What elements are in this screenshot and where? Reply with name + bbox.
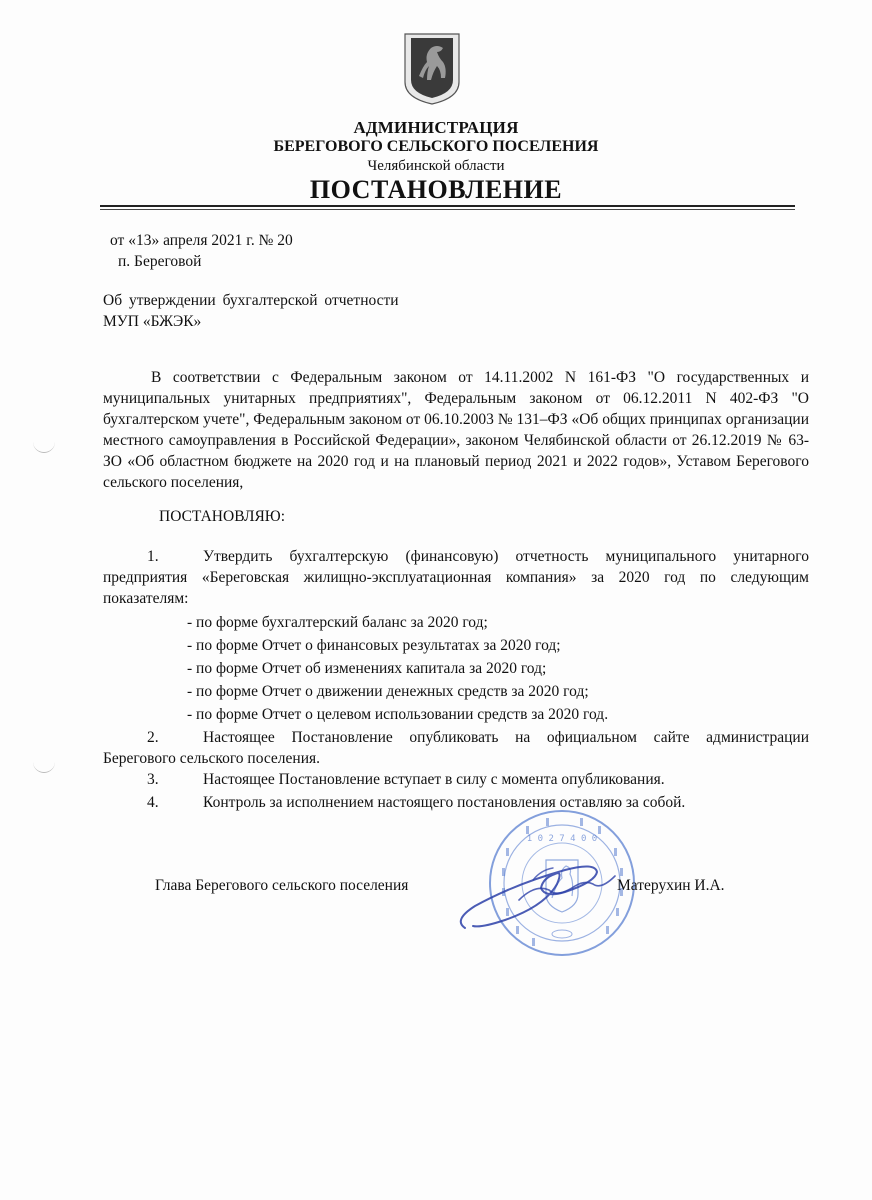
document-type-title: ПОСТАНОВЛЕНИЕ (309, 175, 563, 204)
subitem-2: - по форме Отчет о финансовых результатах за 2020 год; (187, 637, 561, 654)
stamp-ogrn-text: 1 0 2 7 4 0 0 (526, 834, 598, 844)
header-divider (100, 205, 795, 207)
subitem-4: - по форме Отчет о движении денежных средств за 2020 год; (187, 683, 589, 700)
date-number-line: от «13» апреля 2021 г. № 20 (110, 232, 293, 249)
item-text: Контроль за исполнением настоящего постановления оставляю за собой. (203, 794, 686, 811)
handwritten-signature (445, 840, 625, 940)
list-item-4 (103, 792, 809, 813)
item-number: 3. (147, 771, 159, 788)
item-number: 2. (147, 729, 159, 746)
preamble-text: В соответствии с Федеральным законом от 14.11.2002 N 161-ФЗ "О государственных и муниципальных унитарных предприятиях", Федеральным законом от 06.12.2011 N 402-ФЗ "О бухгалтерском учете", Федеральным законом от 06.10.2003 № 131–ФЗ «Об общих принципах организации местного самоуправления в Российской Федерации», законом Челябинской области от 26.12.2019 № 63-ЗО «Об областном бюджете на 2020 год и на плановый период 2021 и 2022 годов», Уставом Берегового сельского поселения, (103, 369, 809, 491)
item-text: Утвердить бухгалтерскую (финансовую) отчетность муниципального унитарного предприятия «Береговская жилищно-эксплуатационная компания» за 2020 год по следующим показателям: (103, 548, 809, 607)
item-text: Настоящее Постановление опубликовать на официальном сайте администрации Берегового сельского поселения. (103, 729, 809, 767)
resolve-heading: ПОСТАНОВЛЯЮ: (159, 508, 286, 525)
subject-line1: Об утверждении бухгалтерской отчетности (103, 292, 399, 309)
region-line: Челябинской области (367, 158, 505, 174)
signature-name: Матерухин И.А. (617, 877, 725, 894)
punch-hole-mark (33, 440, 55, 453)
subitem-1: - по форме бухгалтерский баланс за 2020 год; (187, 614, 488, 631)
list-item-2 (103, 727, 809, 769)
item-number: 1. (147, 548, 159, 565)
subitem-5: - по форме Отчет о целевом использовании средств за 2020 год. (187, 706, 609, 723)
subject-line2: МУП «БЖЭК» (103, 313, 202, 330)
org-name-line1: АДМИНИСТРАЦИЯ (353, 118, 519, 137)
item-number: 4. (147, 794, 159, 811)
signature-position: Глава Берегового сельского поселения (155, 877, 409, 894)
coat-of-arms-emblem (403, 32, 461, 106)
subitem-3: - по форме Отчет об изменениях капитала за 2020 год; (187, 660, 547, 677)
preamble-paragraph (103, 367, 809, 493)
header-divider-thin (100, 209, 795, 210)
punch-hole-mark (33, 760, 55, 773)
item-text: Настоящее Постановление вступает в силу с момента опубликования. (203, 771, 665, 788)
list-item-1 (103, 546, 809, 609)
list-item-3 (103, 769, 809, 790)
org-name-line2: БЕРЕГОВОГО СЕЛЬСКОГО ПОСЕЛЕНИЯ (273, 138, 599, 155)
place-line: п. Береговой (118, 253, 202, 270)
